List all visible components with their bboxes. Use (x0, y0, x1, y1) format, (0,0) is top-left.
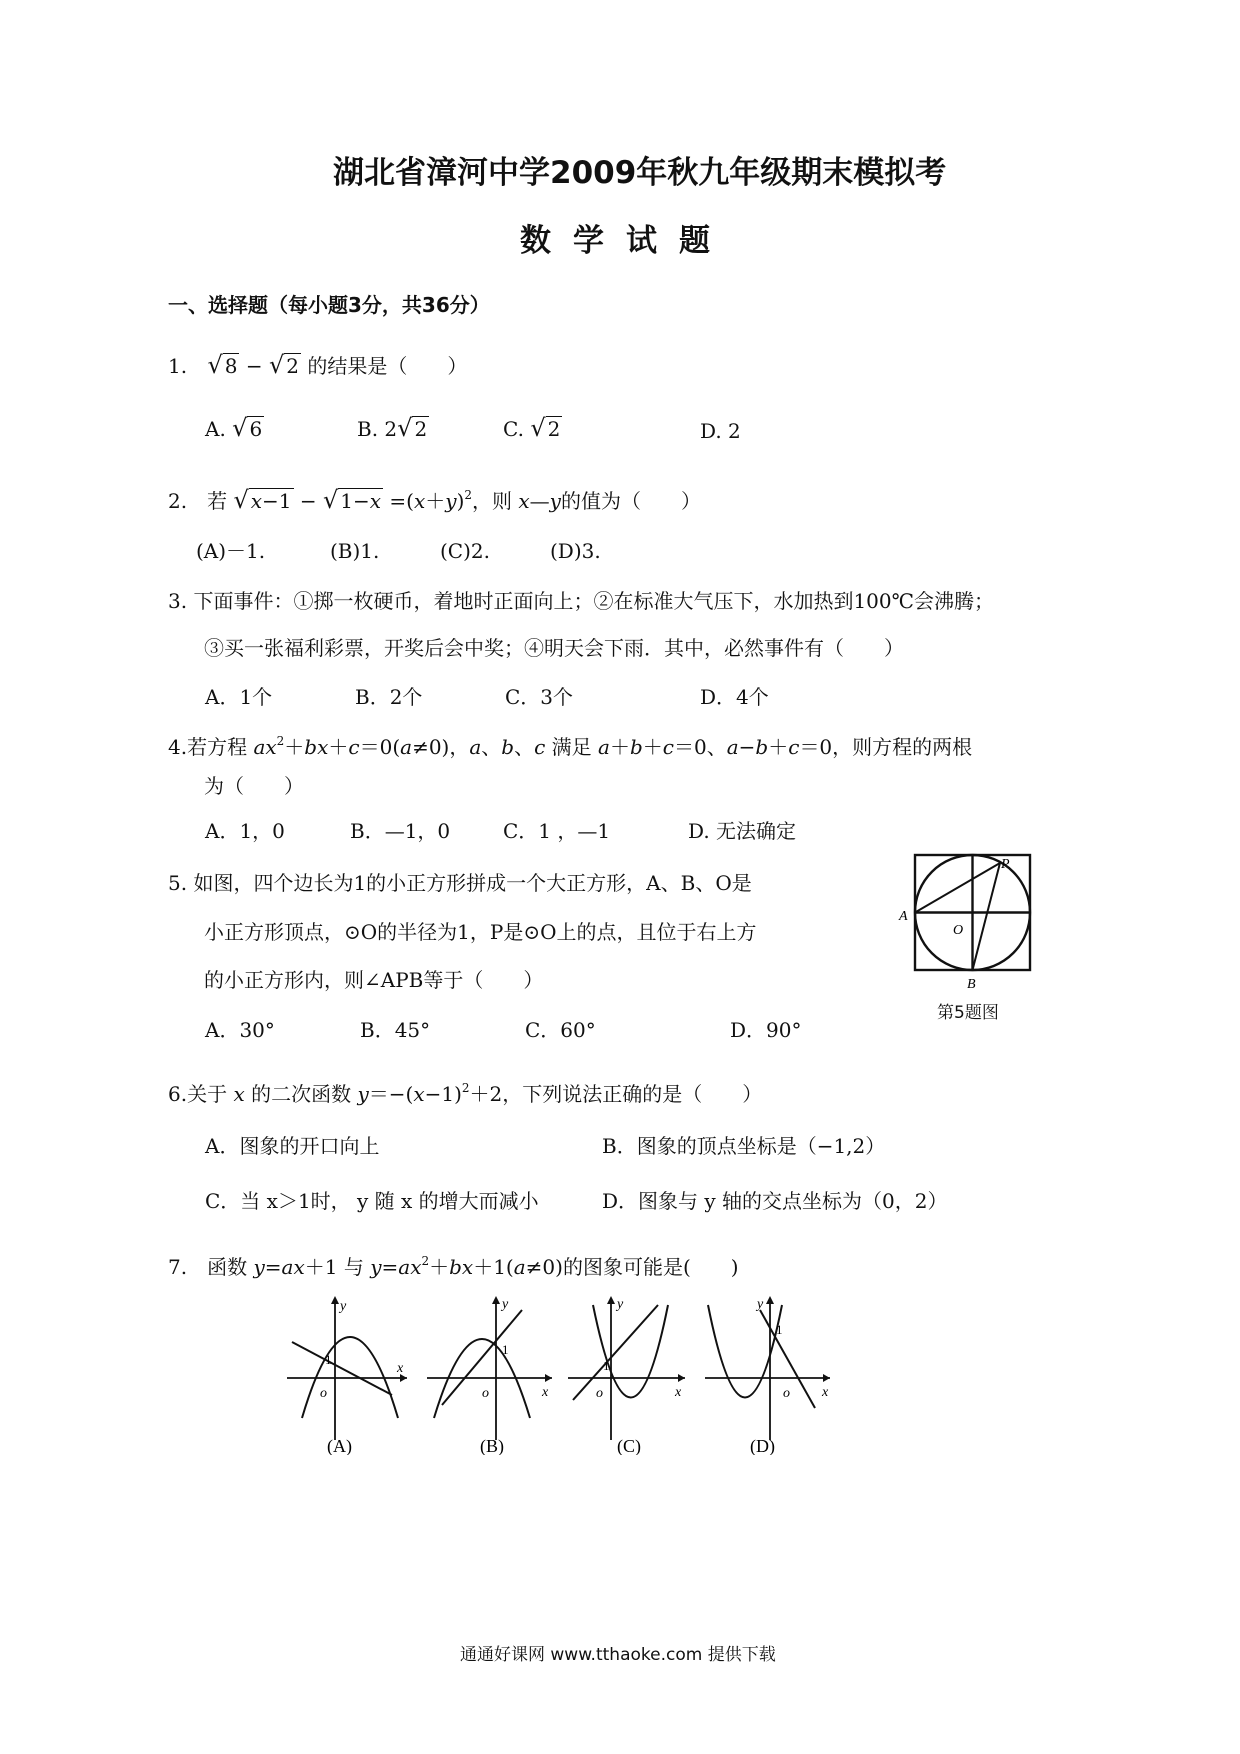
page-footer: 通通好课网 www.tthaoke.com 提供下载 (460, 1645, 776, 1665)
page-subtitle: 数学试题 (520, 223, 732, 259)
question-3-line2: ③买一张福利彩票，开奖后会中奖；④明天会下雨．其中，必然事件有（ ） (204, 636, 904, 660)
radicand: 2 (286, 354, 299, 378)
q7b-x-label: x (542, 1385, 549, 1400)
q4-option-b: B．—1，0 (350, 819, 451, 843)
q7d-caption: (D) (750, 1436, 775, 1455)
q1-option-a: A. √ 6 (205, 414, 263, 442)
q7-graph-d (700, 1290, 838, 1455)
q7a-y-label: y (340, 1299, 347, 1314)
q1-option-d: D. 2 (700, 419, 741, 443)
q2-option-c: (C)2. (440, 539, 490, 563)
q7d-o-label: o (783, 1386, 790, 1401)
q7c-x-label: x (675, 1385, 682, 1400)
q5-label-o: O (953, 923, 964, 938)
q3-option-a: A．1个 (205, 685, 273, 709)
question-4-line1: 4.若方程 $ax^2+bx+c=0(a\ne 0)$，a、b、c 满足 a＋b＋c＝0、a−b＋c＝0，则方程的两根 (168, 734, 973, 759)
question-7-stem: 7. 函数 y=ax＋1 与 $y=ax^2+bx+1(a\ne 0)$的图象可能是( ) (168, 1254, 739, 1279)
q7c-y-label: y (617, 1297, 624, 1312)
question-2-stem: 2. 若 √ x−1 − √ $1-x =(x+y)^2$，则 x—y的值为（ ） (168, 486, 701, 514)
q7d-x-label: x (822, 1385, 829, 1400)
q3-option-b: B．2个 (355, 685, 423, 709)
question-6-stem: 6.关于 x 的二次函数 $y=-(x-1)^2+2$，下列说法正确的是（ ） (168, 1081, 763, 1106)
q5-option-b: B．45° (360, 1018, 431, 1042)
q7b-o-label: o (482, 1386, 489, 1401)
q5-figure-caption: 第5题图 (937, 1003, 999, 1023)
question-5-line2: 小正方形顶点，⊙O的半径为1，P是⊙O上的点，且位于右上方 (204, 920, 757, 944)
q1-option-c: C. √ 2 (503, 414, 561, 442)
q4-option-d: D. 无法确定 (688, 819, 797, 843)
q7d-one-label: 1 (776, 1322, 783, 1337)
question-1-tail: 的结果是（ ） (307, 354, 468, 378)
q1-option-b: B. 2√ 2 (357, 414, 428, 442)
q6-option-d: D．图象与 y 轴的交点坐标为（0，2） (602, 1189, 948, 1213)
q6-option-c: C．当 x＞1时， y 随 x 的增大而减小 (205, 1189, 539, 1213)
q5-option-c: C．60° (525, 1018, 596, 1042)
question-3-line1: 3. 下面事件：①掷一枚硬币，着地时正面向上；②在标准大气压下，水加热到100℃会沸腾； (168, 589, 994, 613)
page-title: 湖北省漳河中学2009年秋九年级期末模拟考 (333, 155, 947, 191)
q5-label-b: B (967, 977, 976, 992)
q2-option-d: (D)3. (550, 539, 601, 563)
q5-label-a: A (899, 909, 908, 924)
q7-graph-b (422, 1290, 557, 1455)
q7b-y-label: y (502, 1297, 509, 1312)
q4-option-c: C．1 ，—1 (503, 819, 611, 843)
q7c-caption: (C) (617, 1436, 641, 1455)
question-5-line1: 5. 如图，四个边长为1的小正方形拼成一个大正方形，A、B、O是 (168, 871, 752, 895)
q5-figure (895, 850, 1055, 1020)
q7b-caption: (B) (480, 1436, 504, 1455)
q7b-one-label: 1 (502, 1342, 509, 1357)
q2-option-a: (A)－1. (196, 539, 266, 563)
q2-option-b: (B)1. (330, 539, 380, 563)
q7-graph-c (563, 1290, 693, 1455)
q5-label-p: P (1001, 857, 1010, 872)
q7d-y-label: y (757, 1297, 764, 1312)
q6-option-b: B．图象的顶点坐标是（−1,2） (602, 1134, 886, 1158)
question-1-stem: 1. √ 8 − √ 2 的结果是（ ） (168, 351, 468, 379)
q3-option-d: D．4个 (700, 685, 769, 709)
question-4-line2: 为（ ） (204, 774, 304, 798)
q7a-caption: (A) (327, 1436, 352, 1455)
q7a-one-label: 1 (325, 1352, 332, 1367)
q5-option-a: A．30° (205, 1018, 275, 1042)
q7c-o-label: o (596, 1386, 603, 1401)
q7c-one-label: 1 (603, 1358, 610, 1373)
question-5-line3: 的小正方形内，则∠APB等于（ ） (204, 968, 544, 992)
question-number: 1. (168, 354, 188, 378)
q7a-o-label: o (320, 1386, 327, 1401)
q7-graph-a (282, 1290, 412, 1455)
radicand: 8 (224, 354, 238, 378)
section-heading: 一、选择题（每小题3分，共36分） (168, 293, 490, 317)
q5-option-d: D．90° (730, 1018, 802, 1042)
q7a-x-label: x (397, 1361, 404, 1376)
q3-option-c: C．3个 (505, 685, 574, 709)
q4-option-a: A．1，0 (205, 819, 285, 843)
q6-option-a: A．图象的开口向上 (205, 1134, 380, 1158)
